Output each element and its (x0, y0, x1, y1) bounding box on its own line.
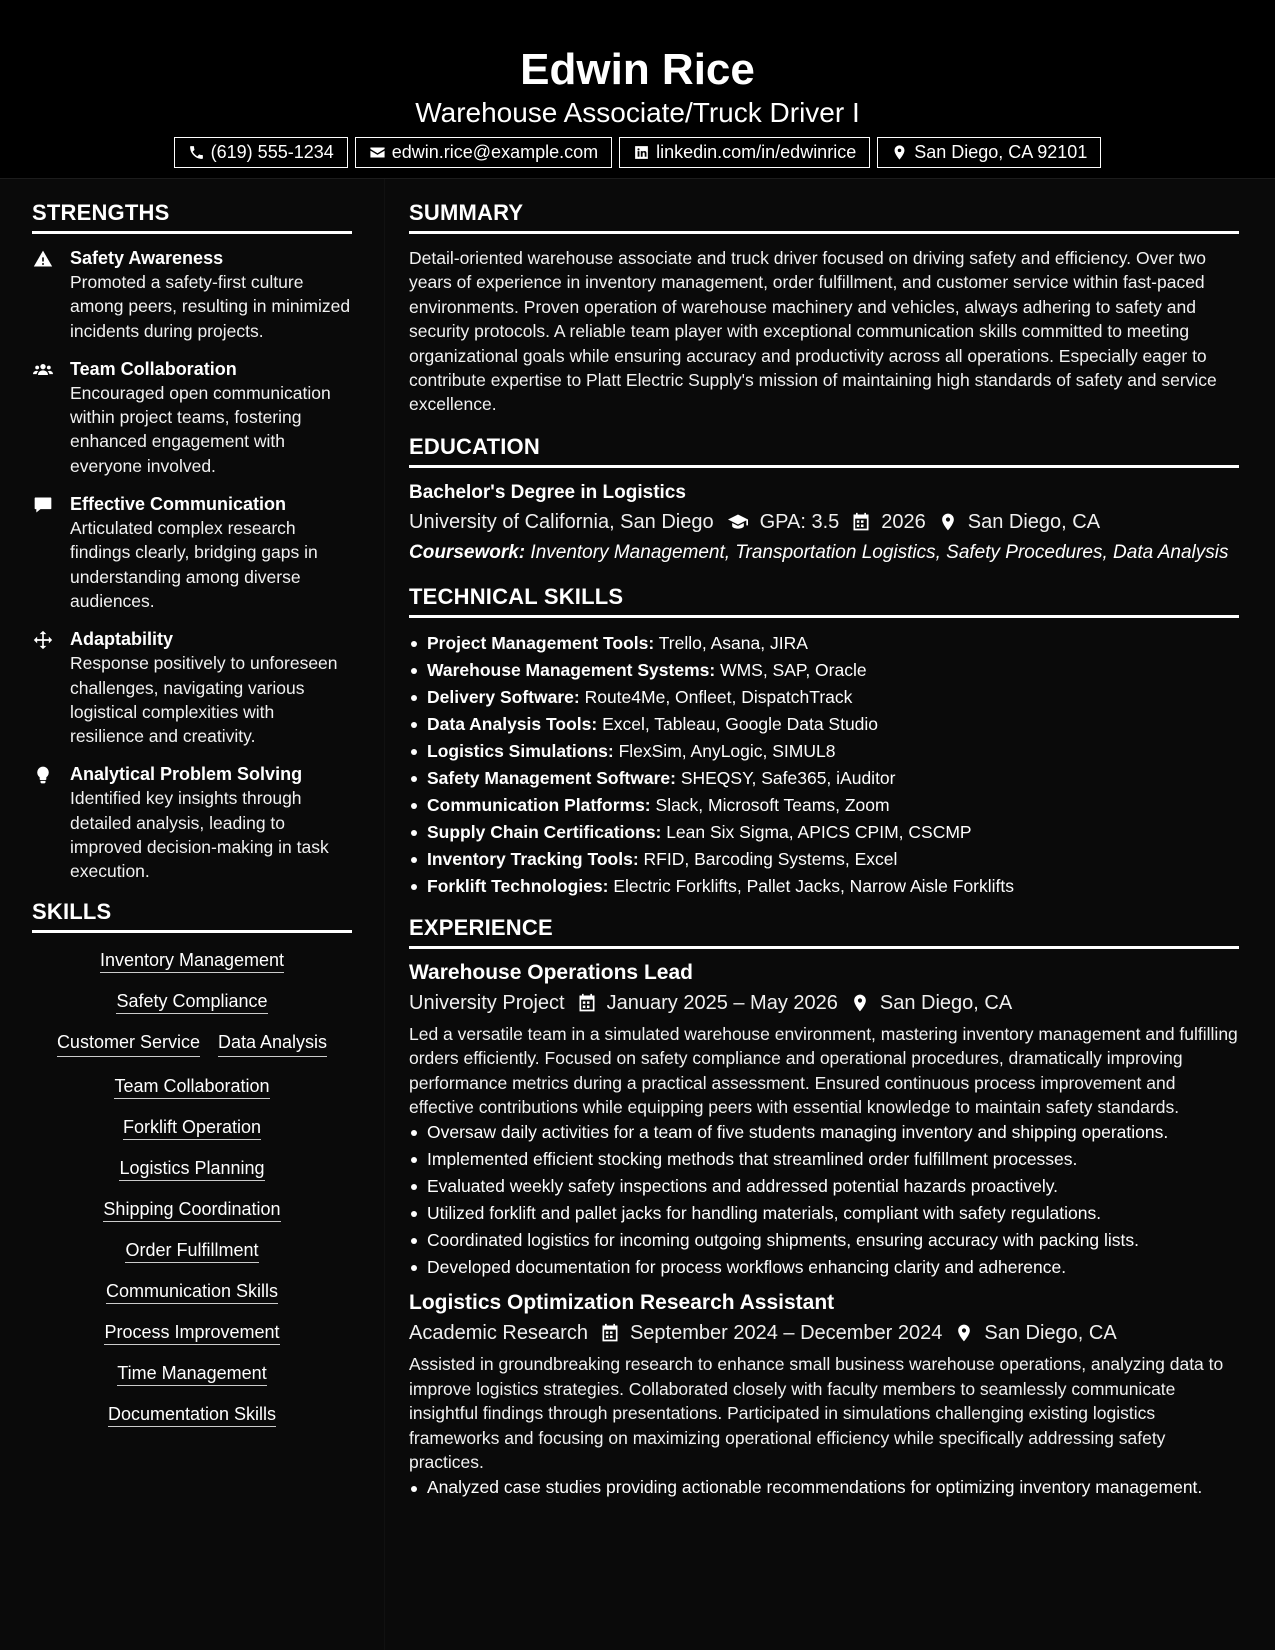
strength-item (32, 246, 352, 343)
strength-title: Team Collaboration (70, 358, 237, 379)
job-meta (409, 988, 1239, 1018)
gpa-value: GPA: 3.5 (759, 510, 840, 533)
sidebar (0, 179, 384, 1650)
resume-header (0, 0, 1275, 179)
list-item: Logistics Simulations: FlexSim, AnyLogic, SIMUL8 (409, 738, 1239, 765)
list-item: Communication Platforms: Slack, Microsoft Teams, Zoom (409, 792, 1239, 819)
users-icon (32, 360, 54, 380)
contact-linkedin-text: linkedin.com/in/edwinrice (656, 142, 857, 162)
contact-linkedin[interactable] (619, 137, 870, 168)
map-pin-icon (850, 993, 870, 1013)
lightbulb-icon (32, 765, 54, 785)
list-item: Delivery Software: Route4Me, Onfleet, DispatchTrack (409, 684, 1239, 711)
list-item: Oversaw daily activities for a team of five students managing inventory and shipping operations. (409, 1119, 1239, 1146)
strength-item (32, 357, 352, 478)
list-item: Project Management Tools: Trello, Asana, JIRA (409, 630, 1239, 657)
list-item: Evaluated weekly safety inspections and addressed potential hazards proactively. (409, 1173, 1239, 1200)
skill-tag: Communication Skills (106, 1281, 278, 1304)
candidate-title: Warehouse Associate/Truck Driver I (415, 97, 860, 128)
list-item: Warehouse Management Systems: WMS, SAP, Oracle (409, 657, 1239, 684)
summary-heading: SUMMARY (409, 199, 1239, 234)
coursework (409, 541, 1239, 565)
job-dates: January 2025 – May 2026 (606, 991, 838, 1014)
comment-icon (32, 495, 54, 515)
job-title: Warehouse Operations Lead (409, 960, 693, 984)
job-meta (409, 1318, 1239, 1348)
job-bullets (409, 1119, 1239, 1281)
experience-section (409, 914, 1239, 1499)
list-item: Developed documentation for process workflows enhancing clarity and adherence. (409, 1254, 1239, 1281)
graduation-cap-icon (726, 512, 750, 532)
school-name: University of California, San Diego (409, 510, 714, 533)
list-item: Supply Chain Certifications: Lean Six Sigma, APICS CPIM, CSCMP (409, 819, 1239, 846)
graduation-year: 2026 (881, 510, 926, 533)
strength-item (32, 762, 352, 883)
skill-tag: Documentation Skills (108, 1404, 276, 1427)
skill-tag: Team Collaboration (114, 1076, 269, 1099)
list-item: Forklift Technologies: Electric Forklifts, Pallet Jacks, Narrow Aisle Forklifts (409, 873, 1239, 900)
strength-desc: Promoted a safety-first culture among peers, resulting in minimized incidents during projects. (70, 272, 351, 341)
contact-location[interactable] (877, 137, 1101, 168)
phone-icon (188, 144, 205, 161)
calendar-icon (600, 1323, 620, 1343)
skills-list (32, 949, 352, 1426)
list-item: Utilized forklift and pallet jacks for handling materials, compliant with safety regulations. (409, 1200, 1239, 1227)
list-item: Coordinated logistics for incoming outgoing shipments, ensuring accuracy with packing lists. (409, 1227, 1239, 1254)
contact-location-text: San Diego, CA 92101 (914, 142, 1088, 162)
job-bullets (409, 1475, 1239, 1499)
strength-title: Effective Communication (70, 494, 287, 515)
map-pin-icon (891, 144, 908, 161)
job-org: University Project (409, 991, 565, 1014)
experience-heading: EXPERIENCE (409, 914, 1239, 949)
job-org: Academic Research (409, 1322, 588, 1345)
skill-tag: Inventory Management (100, 950, 284, 973)
list-item: Safety Management Software: SHEQSY, Safe365, iAuditor (409, 765, 1239, 792)
map-pin-icon (954, 1323, 974, 1343)
strength-title: Adaptability (70, 629, 174, 650)
skill-tag: Safety Compliance (116, 991, 267, 1014)
job-title: Logistics Optimization Research Assistant (409, 1291, 835, 1315)
education-meta (409, 507, 1239, 537)
strength-title: Safety Awareness (70, 248, 224, 268)
degree-title: Bachelor's Degree in Logistics (409, 481, 686, 503)
skill-tag: Process Improvement (104, 1322, 279, 1345)
skill-tag: Customer Service (57, 1031, 200, 1057)
technical-skills-heading: TECHNICAL SKILLS (409, 583, 1239, 618)
job-location: San Diego, CA (984, 1322, 1117, 1345)
skill-tag: Order Fulfillment (125, 1240, 258, 1263)
contact-bar (0, 137, 1275, 168)
technical-skills-list (409, 630, 1239, 900)
list-item: Analyzed case studies providing actionable recommendations for optimizing inventory management. (409, 1475, 1239, 1499)
summary-text: Detail-oriented warehouse associate and truck driver focused on driving safety and efficiency. Over two years of experience in inventory management, order fulfillment, and customer service within fast-paced environments. Proven operation of warehouse machinery and vehicles, always adhering to safety and security protocols. A reliable team player with exceptional communication skills committed to meeting organizational goals while ensuring accuracy and productivity across all operations. Especially eager to contribute expertise to Platt Electric Supply's mission of maintaining high standards of safety and service excellence. (409, 248, 1217, 415)
strengths-heading: STRENGTHS (32, 199, 352, 234)
skill-tag: Logistics Planning (119, 1158, 264, 1181)
contact-email[interactable] (355, 137, 612, 168)
envelope-icon (369, 144, 386, 161)
job-entry (409, 959, 1239, 1282)
job-dates: September 2024 – December 2024 (629, 1322, 943, 1345)
list-item: Inventory Tracking Tools: RFID, Barcoding Systems, Excel (409, 846, 1239, 873)
list-item: Implemented efficient stocking methods that streamlined order fulfillment processes. (409, 1146, 1239, 1173)
skill-tag: Data Analysis (218, 1031, 327, 1057)
strength-desc: Identified key insights through detailed analysis, leading to improved decision-making in task execution. (70, 788, 329, 882)
contact-email-text: edwin.rice@example.com (391, 142, 599, 162)
skill-tag: Time Management (117, 1363, 266, 1386)
skill-tag: Shipping Coordination (103, 1199, 280, 1222)
strength-title: Analytical Problem Solving (70, 764, 303, 785)
strength-item (32, 492, 352, 613)
contact-phone[interactable] (174, 137, 348, 168)
strength-desc: Response positively to unforeseen challenges, navigating various logistical complexities with resilience and creativity. (70, 653, 338, 747)
school-location: San Diego, CA (967, 510, 1101, 533)
warning-icon (32, 249, 54, 269)
education-heading: EDUCATION (409, 433, 1239, 468)
job-description: Assisted in groundbreaking research to enhance small business warehouse operations, analyzing data to improve logistics strategies. Collaborated closely with faculty members to seamlessly communicate insightful findings through presentations. Participated in simulations challenging existing logistics frameworks and focusing on maximizing operational efficiency while specifically addressing safety practices. (409, 1354, 1224, 1473)
coursework-list: Inventory Management, Transportation Logistics, Safety Procedures, Data Analysis (530, 541, 1229, 563)
contact-phone-text: (619) 555-1234 (210, 142, 334, 162)
map-pin-icon (938, 512, 958, 532)
arrows-icon (32, 630, 54, 650)
strength-desc: Encouraged open communication within project teams, fostering enhanced engagement with everyone involved. (70, 382, 331, 476)
main-content (384, 179, 1275, 1650)
list-item: Data Analysis Tools: Excel, Tableau, Google Data Studio (409, 711, 1239, 738)
strength-desc: Articulated complex research findings clearly, bridging gaps in understanding among diverse audiences. (70, 518, 318, 611)
candidate-name: Edwin Rice (520, 45, 755, 94)
calendar-icon (851, 512, 871, 532)
job-location: San Diego, CA (879, 991, 1013, 1014)
job-entry (409, 1289, 1239, 1498)
calendar-icon (577, 993, 597, 1013)
strength-item (32, 627, 352, 748)
skills-heading: SKILLS (32, 898, 352, 933)
coursework-label: Coursework: (409, 541, 526, 563)
linkedin-icon (633, 144, 650, 161)
resume-body (0, 179, 1275, 1650)
skill-tag: Forklift Operation (123, 1117, 261, 1140)
job-description: Led a versatile team in a simulated warehouse environment, mastering inventory management and fulfilling orders efficiently. Focused on safety compliance and operational procedures, dramatically improving performance metrics during a practical assessment. Ensured continuous process improvement and effective contributions while equipping peers with essential knowledge to maintain safety standards. (409, 1023, 1238, 1118)
